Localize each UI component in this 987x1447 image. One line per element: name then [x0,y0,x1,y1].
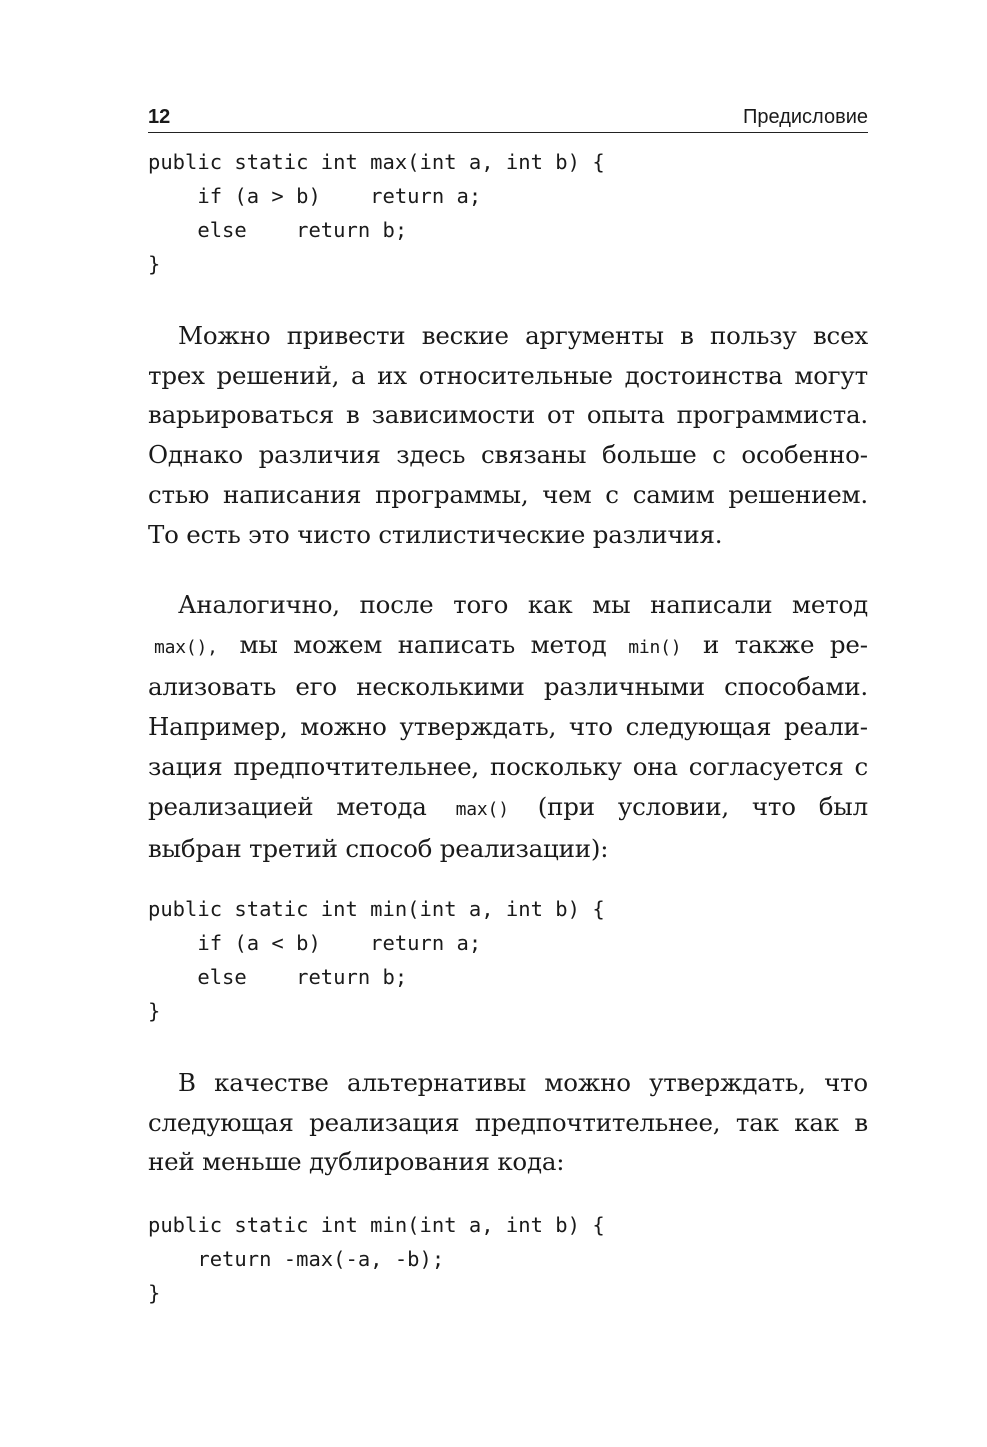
inline-code-max-2: max() [455,798,509,820]
page-header [148,104,868,133]
page-number: 12 [148,106,171,128]
paragraph-2-text-1: Аналогично, после того как мы написали метод [178,590,868,619]
inline-code-min: min() [628,636,682,658]
code-block-min: public static int min(int a, int b) { if (a < b) return a; else return b; } [148,897,605,1023]
paragraph-1: Можно привести веские аргументы в пользу всех трех решений, а их относительные достоинства могут варьироваться в зависимости от опыта программиста. Однако различия здесь связаны больше с особенностью написания программы, чем с самим решением. То есть это чисто стилистические различия. [148,321,868,549]
inline-code-max: max(), [154,636,218,658]
paragraph-2-text-3: и также реализовать его несколькими различными способами. Например, можно утверждать, что следующая реализация предпочтительнее, поскольку она согласуется с реализацией метода [148,629,868,821]
running-title: Предисловие [743,106,868,128]
paragraph-2-text-4: (при условии, что был выбран третий способ реализации): [148,791,868,864]
code-block-min-alt: public static int min(int a, int b) { return -max(-a, -b); } [148,1213,605,1305]
paragraph-2-text-2: мы можем написать метод [223,629,623,659]
code-block-max: public static int max(int a, int b) { if (a > b) return a; else return b; } [148,150,605,276]
paragraph-3: В качестве альтернативы можно утверждать, что следующая реализация предпочтительнее, так как в ней меньше дублирования кода: [148,1068,868,1177]
paragraph-2 [148,585,868,869]
